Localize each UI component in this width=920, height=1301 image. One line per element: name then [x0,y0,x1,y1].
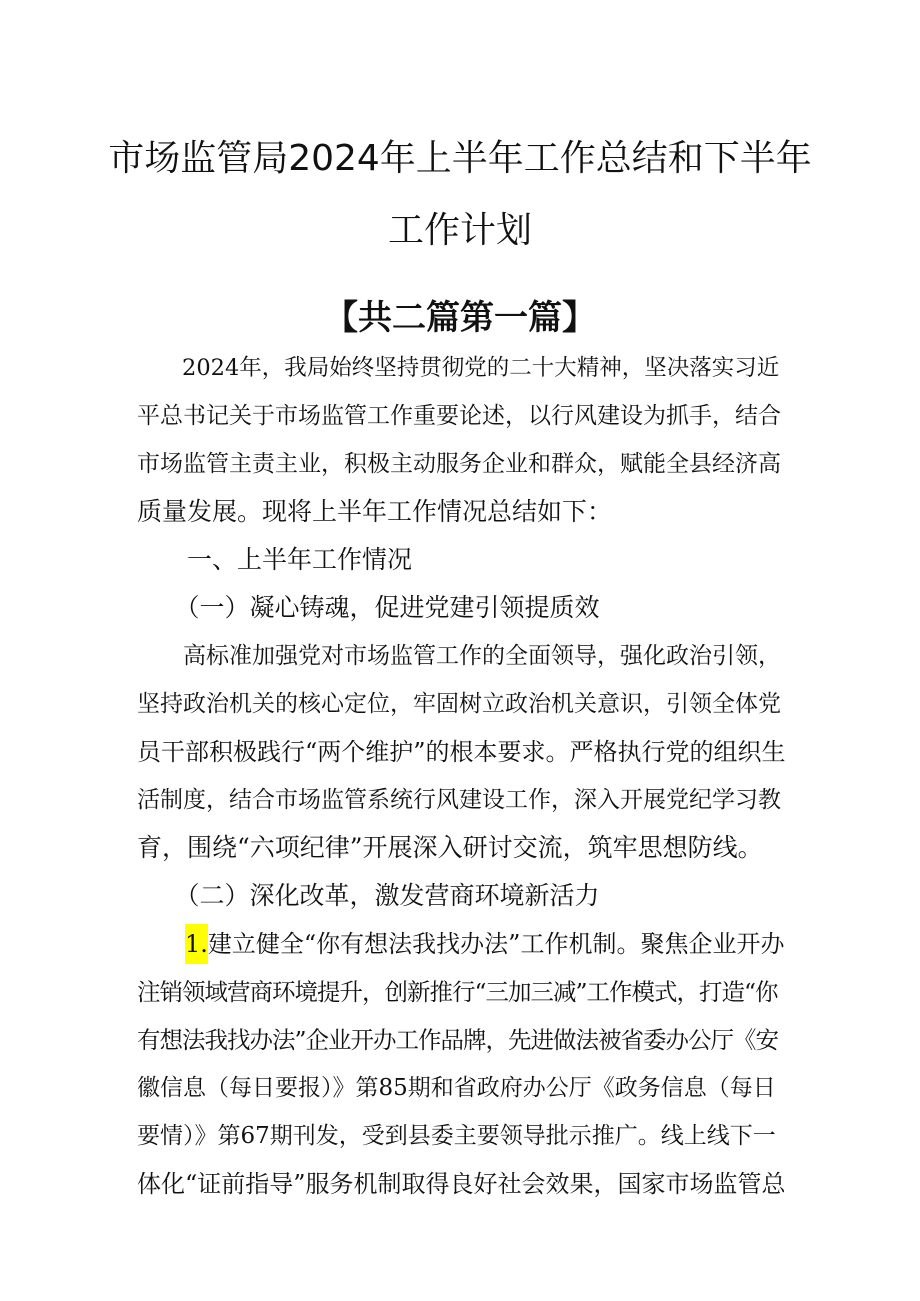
paragraph-line: 注销领域营商环境提升，创新推行“三加三减”工作模式，打造“你 [137,978,778,1006]
item-number: 1. [185,924,208,964]
paragraph-line: 市场监管主责主业，积极主动服务企业和群众，赋能全县经济高 [137,451,781,477]
paragraph-line: 有想法我找办法”企业开办工作品牌，先进做法被省委办公厅《安 [137,1026,779,1054]
subsection-heading: （一）凝心铸魂，促进党建引领提质效 [137,593,600,622]
paragraph-line: 体化“证前指导”服务机制取得良好社会效果，国家市场监管总 [137,1170,786,1198]
subsection-heading: （二）深化改革，激发营商环境新活力 [137,881,600,910]
paragraph-line: 坚持政治机关的核心定位，牢固树立政治机关意识，引领全体党 [137,691,781,717]
paragraph-line: 育，围绕“六项纪律”开展深入研讨交流，筑牢思想防线。 [137,833,763,862]
document-subtitle: 【共二篇第一篇】 [324,298,596,338]
item-text: 建立健全“你有想法我找办法”工作机制。聚焦企业开办 [207,930,785,958]
section-heading: 一、上半年工作情况 [137,545,413,574]
numbered-item-line [185,929,787,959]
paragraph-line: 2024年，我局始终坚持贯彻党的二十大精神，坚决落实习近 [137,355,780,381]
paragraph-line: 高标准加强党对市场监管工作的全面领导，强化政治引领， [137,643,781,669]
paragraph-line: 要情）》第67期刊发，受到县委主要领导批示推广。线上线下一 [137,1123,776,1149]
document-title-line-1: 市场监管局2024年上半年工作总结和下半年 [108,138,812,179]
paragraph-line: 活制度，结合市场监管系统行风建设工作，深入开展党纪学习教 [137,787,781,813]
paragraph-line: 徽信息（每日要报）》第85期和省政府办公厅《政务信息（每日 [137,1075,776,1101]
paragraph-line: 平总书记关于市场监管工作重要论述，以行风建设为抓手，结合 [137,403,781,429]
document-title-line-2: 工作计划 [387,210,532,251]
paragraph-line: 员干部积极践行“两个维护”的根本要求。严格执行党的组织生 [137,738,786,766]
paragraph-line: 质量发展。现将上半年工作情况总结如下： [137,497,613,526]
